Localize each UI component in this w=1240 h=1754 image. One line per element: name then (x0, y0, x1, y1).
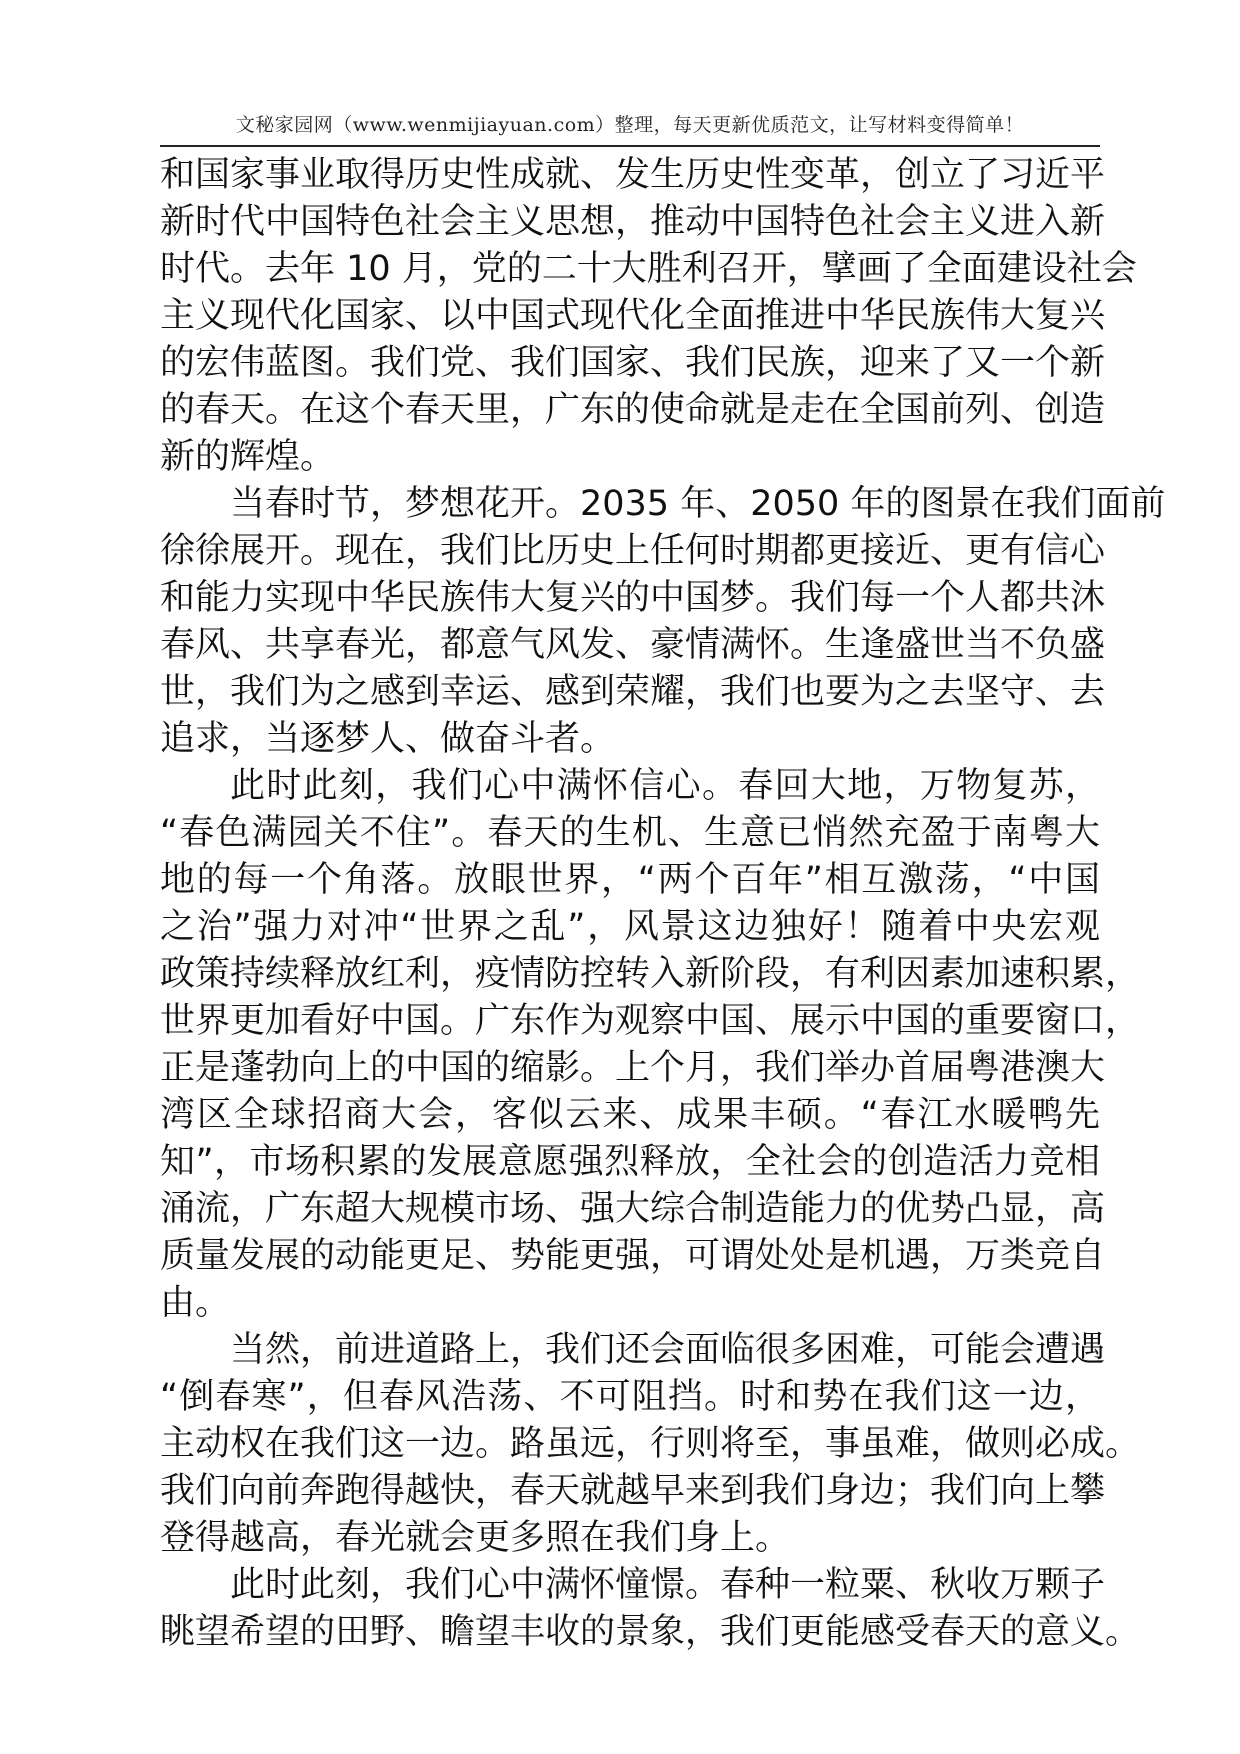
text-line: 追求，当逐梦人、做奋斗者。 (160, 719, 616, 759)
text-line: 春风、共享春光，都意气风发、豪情满怀。生逢盛世当不负盛 (160, 625, 1106, 665)
document-body (160, 152, 1166, 1656)
header-divider (160, 145, 1100, 147)
text-line: 主义现代化国家、以中国式现代化全面推进中华民族伟大复兴 (160, 296, 1106, 336)
text-line: 涌流，广东超大规模市场、强大综合制造能力的优势凸显，高 (160, 1189, 1106, 1229)
text-line: 和国家事业取得历史性成就、发生历史性变革，创立了习近平 (160, 155, 1106, 195)
text-line: “春色满园关不住”。春天的生机、生意已悄然充盈于南粤大 (160, 813, 1100, 853)
text-line: 此时此刻，我们心中满怀信心。春回大地，万物复苏， (230, 766, 1100, 806)
page-header: 文秘家园网（www.wenmijiayuan.com）整理，每天更新优质范文，让写材料变得简单！ (235, 114, 1025, 136)
text-line: 当春时节，梦想花开。2035 年、2050 年的图景在我们面前 (230, 484, 1166, 524)
text-line: 时代。去年 10 月，党的二十大胜利召开，擘画了全面建设社会 (160, 249, 1137, 289)
text-line: 政策持续释放红利，疫情防控转入新阶段，有利因素加速积累， (160, 954, 1141, 994)
text-line: 湾区全球招商大会，客似云来、成果丰硕。“春江水暖鸭先 (160, 1095, 1100, 1135)
text-line: 质量发展的动能更足、势能更强，可谓处处是机遇，万类竞自 (160, 1236, 1106, 1276)
text-line: “倒春寒”，但春风浩荡、不可阻挡。时和势在我们这一边， (160, 1377, 1100, 1417)
text-line: 新的辉煌。 (160, 437, 336, 477)
text-line: 和能力实现中华民族伟大复兴的中国梦。我们每一个人都共沐 (160, 578, 1106, 618)
text-line: 世，我们为之感到幸运、感到荣耀，我们也要为之去坚守、去 (160, 672, 1106, 712)
text-line: 知”，市场积累的发展意愿强烈释放，全社会的创造活力竞相 (160, 1142, 1100, 1182)
paragraph (160, 1562, 1141, 1656)
text-line: 徐徐展开。现在，我们比历史上任何时期都更接近、更有信心 (160, 531, 1106, 571)
text-line: 我们向前奔跑得越快，春天就越早来到我们身边；我们向上攀 (160, 1471, 1106, 1511)
paragraph (160, 1327, 1141, 1562)
paragraph (160, 763, 1141, 1327)
text-line: 正是蓬勃向上的中国的缩影。上个月，我们举办首届粤港澳大 (160, 1048, 1106, 1088)
text-line: 地的每一个角落。放眼世界，“两个百年”相互激荡，“中国 (160, 860, 1100, 900)
text-line: 此时此刻，我们心中满怀憧憬。春种一粒粟、秋收万颗子 (230, 1565, 1106, 1605)
text-line: 眺望希望的田野、瞻望丰收的景象，我们更能感受春天的意义。 (160, 1612, 1141, 1652)
text-line: 当然，前进道路上，我们还会面临很多困难，可能会遭遇 (230, 1330, 1106, 1370)
text-line: 主动权在我们这一边。路虽远，行则将至，事虽难，做则必成。 (160, 1424, 1141, 1464)
paragraph (160, 481, 1166, 763)
text-line: 新时代中国特色社会主义思想，推动中国特色社会主义进入新 (160, 202, 1106, 242)
text-line: 世界更加看好中国。广东作为观察中国、展示中国的重要窗口， (160, 1001, 1141, 1041)
text-line: 的宏伟蓝图。我们党、我们国家、我们民族，迎来了又一个新 (160, 343, 1106, 383)
text-line: 登得越高，春光就会更多照在我们身上。 (160, 1518, 791, 1558)
paragraph (160, 152, 1137, 481)
text-line: 之治”强力对冲“世界之乱”，风景这边独好！随着中央宏观 (160, 907, 1100, 947)
text-line: 的春天。在这个春天里，广东的使命就是走在全国前列、创造 (160, 390, 1106, 430)
text-line: 由。 (160, 1283, 231, 1323)
